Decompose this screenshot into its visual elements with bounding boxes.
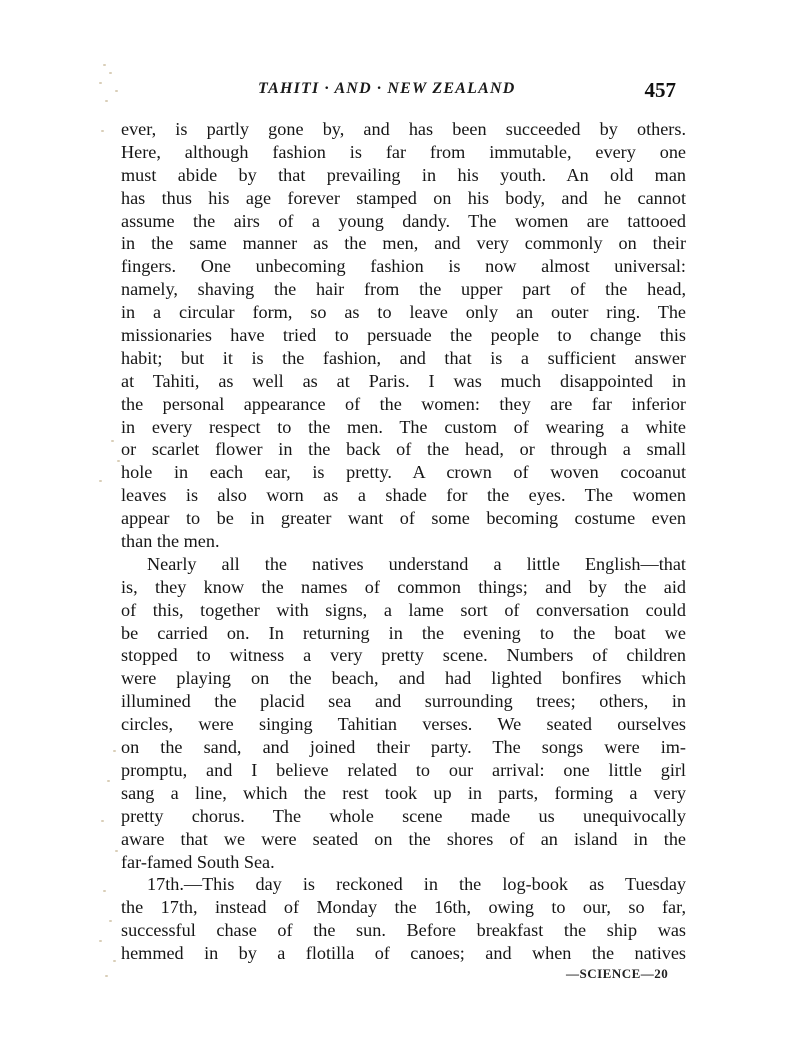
paper-speck xyxy=(101,130,104,132)
text-line: on the sand, and joined their party. The songs were im- xyxy=(121,737,686,758)
text-line: assume the airs of a young dandy. The women are tattooed xyxy=(121,210,686,231)
text-line: is, they know the names of common things; and by the aid xyxy=(121,576,686,597)
paper-speck xyxy=(111,440,114,442)
text-line: be carried on. In returning in the evening to the boat we xyxy=(121,622,686,643)
text-line: aware that we were seated on the shores of an island in the xyxy=(121,828,686,849)
text-line: habit; but it is the fashion, and that is a sufficient answer xyxy=(121,347,686,368)
paper-speck xyxy=(103,890,106,892)
text-line: stopped to witness a very pretty scene. Numbers of children xyxy=(121,645,686,666)
text-line: or scarlet flower in the back of the head, or through a small xyxy=(121,439,686,460)
text-line: in a circular form, so as to leave only an outer ring. The xyxy=(121,302,686,323)
text-line: Here, although fashion is far from immutable, every one xyxy=(121,141,686,162)
text-line: 17th.—This day is reckoned in the log-book as Tuesday xyxy=(147,874,686,895)
text-line: ever, is partly gone by, and has been succeeded by others. xyxy=(121,119,686,139)
text-line: promptu, and I believe related to our arrival: one little girl xyxy=(121,759,686,780)
paper-speck xyxy=(115,90,118,92)
paper-speck xyxy=(101,820,104,822)
text-line: the 17th, instead of Monday the 16th, owing to our, so far, xyxy=(121,897,686,918)
paper-speck xyxy=(103,64,106,66)
text-line: hemmed in by a flotilla of canoes; and when the natives xyxy=(121,943,686,964)
text-line: pretty chorus. The whole scene made us unequivocally xyxy=(121,805,686,826)
text-line: illumined the placid sea and surrounding trees; others, in xyxy=(121,691,686,712)
text-line: were playing on the beach, and had lighted bonfires which xyxy=(121,668,686,689)
text-line: in every respect to the men. The custom of wearing a white xyxy=(121,416,686,437)
text-line: far-famed South Sea. xyxy=(121,851,275,872)
text-line: successful chase of the sun. Before breakfast the ship was xyxy=(121,920,686,941)
paper-speck xyxy=(107,780,110,782)
paper-speck xyxy=(99,480,102,482)
text-line: circles, were singing Tahitian verses. We seated ourselves xyxy=(121,714,686,735)
paper-speck xyxy=(113,960,116,962)
body-text xyxy=(121,118,686,965)
paper-speck xyxy=(99,940,102,942)
text-line: missionaries have tried to persuade the people to change this xyxy=(121,325,686,346)
text-line: hole in each ear, is pretty. A crown of woven cocoanut xyxy=(121,462,686,483)
paper-speck xyxy=(109,72,112,74)
text-line: Nearly all the natives understand a little English—that xyxy=(147,553,686,574)
text-line: namely, shaving the hair from the upper part of the head, xyxy=(121,279,686,300)
text-line: has thus his age forever stamped on his body, and he cannot xyxy=(121,187,686,208)
text-line: appear to be in greater want of some becoming costume even xyxy=(121,508,686,529)
text-line: of this, together with signs, a lame sort of conversation could xyxy=(121,599,686,620)
paper-speck xyxy=(109,920,112,922)
paper-speck xyxy=(115,850,118,852)
paper-speck xyxy=(105,100,108,102)
paper-speck xyxy=(99,82,102,84)
paper-speck xyxy=(113,750,116,752)
text-line: the personal appearance of the women: they are far inferior xyxy=(121,393,686,414)
text-line: leaves is also worn as a shade for the eyes. The women xyxy=(121,485,686,506)
paper-speck xyxy=(117,460,120,462)
page-number: 457 xyxy=(644,78,676,102)
paper-speck xyxy=(105,975,108,977)
running-title: TAHITI · AND · NEW ZEALAND xyxy=(258,80,516,97)
signature-mark: —SCIENCE—20 xyxy=(566,966,669,981)
text-line: at Tahiti, as well as at Paris. I was much disappointed in xyxy=(121,370,686,391)
text-line: must abide by that prevailing in his youth. An old man xyxy=(121,164,686,185)
text-line: than the men. xyxy=(121,531,220,552)
text-line: fingers. One unbecoming fashion is now almost universal: xyxy=(121,256,686,277)
text-line: in the same manner as the men, and very commonly on their xyxy=(121,233,686,254)
text-line: sang a line, which the rest took up in parts, forming a very xyxy=(121,782,686,803)
running-head xyxy=(258,78,688,108)
